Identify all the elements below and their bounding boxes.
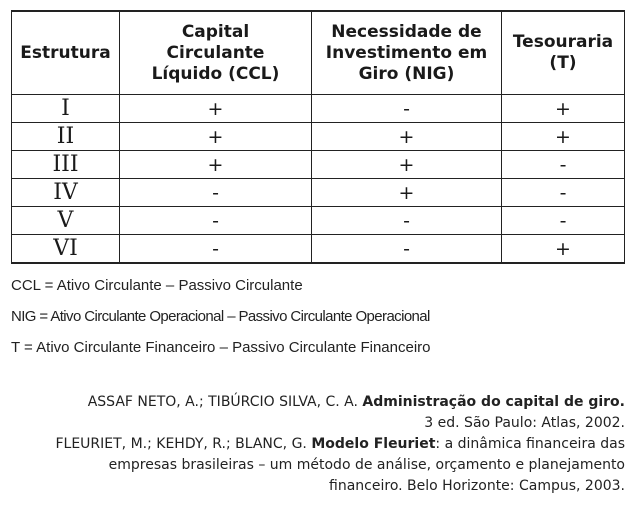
cell-ccl: + xyxy=(120,123,312,151)
reference-authors: FLEURIET, M.; KEHDY, R.; BLANC, G. xyxy=(55,436,312,452)
table-header-row xyxy=(12,11,625,95)
table-row xyxy=(12,123,625,151)
cell-nig: - xyxy=(312,95,502,123)
header-nig: Necessidade de Investimento em Giro (NIG) xyxy=(312,11,502,95)
reference-title: Administração do capital de giro. xyxy=(362,394,625,410)
cell-nig: + xyxy=(312,123,502,151)
cell-estrutura: VI xyxy=(12,235,120,264)
table-row xyxy=(12,151,625,179)
reference-details: : a dinâmica financeira das empresas brasileiras – um método de análise, orçamento e planejamento financeiro. Belo Horizonte: Campus, 2003. xyxy=(108,436,625,494)
cell-nig: + xyxy=(312,179,502,207)
cell-estrutura: III xyxy=(12,151,120,179)
definition-nig: NIG = Ativo Circulante Operacional – Passivo Circulante Operacional xyxy=(11,308,430,325)
reference-fleuriet xyxy=(40,434,625,497)
reference-title: Modelo Fleuriet xyxy=(311,436,436,452)
cell-estrutura: II xyxy=(12,123,120,151)
reference-authors: ASSAF NETO, A.; TIBÚRCIO SILVA, C. A. xyxy=(87,394,363,410)
cell-nig: - xyxy=(312,235,502,264)
cell-ccl: - xyxy=(120,179,312,207)
definition-ccl: CCL = Ativo Circulante – Passivo Circulante xyxy=(11,277,303,294)
header-estrutura: Estrutura xyxy=(12,11,120,95)
table-row xyxy=(12,179,625,207)
cell-estrutura: IV xyxy=(12,179,120,207)
cell-ccl: + xyxy=(120,151,312,179)
cell-nig: - xyxy=(312,207,502,235)
cell-t: + xyxy=(502,95,625,123)
cell-t: + xyxy=(502,123,625,151)
cell-ccl: - xyxy=(120,235,312,264)
cell-t: + xyxy=(502,235,625,264)
cell-estrutura: I xyxy=(12,95,120,123)
references xyxy=(40,392,625,497)
cell-estrutura: V xyxy=(12,207,120,235)
structure-table xyxy=(11,10,625,264)
table-row xyxy=(12,95,625,123)
header-tesouraria: Tesouraria (T) xyxy=(502,11,625,95)
cell-t: - xyxy=(502,179,625,207)
reference-details: 3 ed. São Paulo: Atlas, 2002. xyxy=(424,415,625,431)
definitions xyxy=(11,277,431,370)
table-row xyxy=(12,235,625,264)
reference-assaf xyxy=(40,392,625,434)
table-row xyxy=(12,207,625,235)
cell-t: - xyxy=(502,151,625,179)
cell-t: - xyxy=(502,207,625,235)
cell-ccl: - xyxy=(120,207,312,235)
cell-nig: + xyxy=(312,151,502,179)
cell-ccl: + xyxy=(120,95,312,123)
header-ccl: Capital Circulante Líquido (CCL) xyxy=(120,11,312,95)
definition-t: T = Ativo Circulante Financeiro – Passivo Circulante Financeiro xyxy=(11,339,431,356)
